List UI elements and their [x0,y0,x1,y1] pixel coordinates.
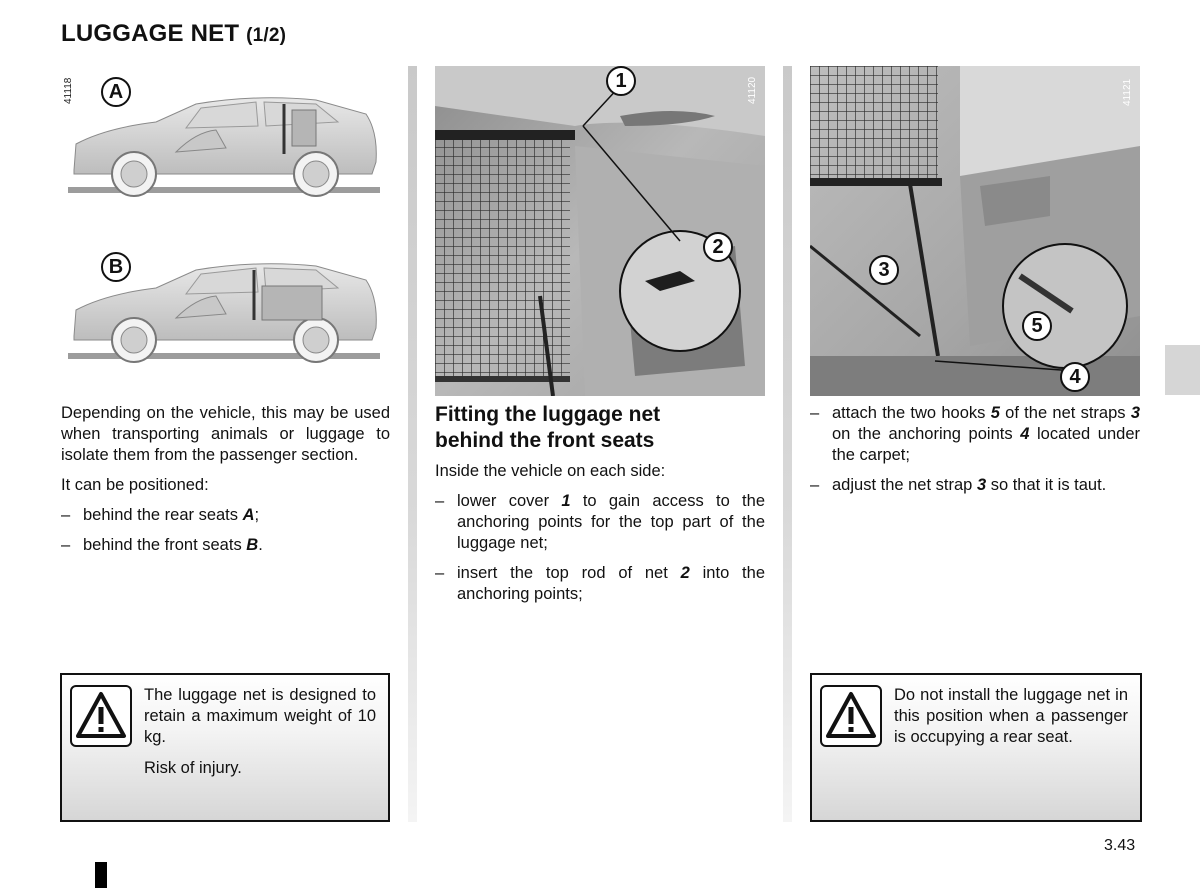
dash: – [435,492,445,510]
list-item-text: so that it is taut. [986,476,1107,494]
list-item-end: ; [254,506,260,524]
callout-1: 1 [606,66,636,96]
list-item-text: to gain access to the anchoring points for the top part of the luggage net; [457,492,765,552]
list-item-text: lower cover [457,492,562,510]
reference-number: 1 [561,492,571,510]
callout-3: 3 [869,255,899,285]
callout-2: 2 [703,232,733,262]
position-label-a: A [101,77,131,107]
positioned-paragraph: It can be positioned: [61,476,209,494]
warning-text [144,685,376,789]
list-item [61,505,390,526]
page-part: (1/2) [246,25,287,46]
dash: – [61,506,71,524]
section-heading-line: Fitting the luggage net [435,403,661,426]
dash: – [61,536,71,554]
list-item-text: on the anchoring points [832,425,1021,443]
reference-number: 4 [1020,425,1030,443]
intro-paragraph: Inside the vehicle on each side: [435,462,666,480]
list-item [435,491,765,554]
list-item-text: insert the top rod of net [457,564,681,582]
list-item-text: behind the front seats [83,536,247,554]
net-photo-drawing [435,66,765,396]
callout-4: 4 [1060,362,1090,392]
page-title [61,20,286,48]
column-1-text [61,403,390,565]
list-item [435,563,765,605]
list-item-text: adjust the net strap [832,476,977,494]
column-divider [408,66,417,822]
list-item-end: . [258,536,263,554]
column-divider [783,66,792,822]
photo-net-floor-anchor [810,66,1140,396]
warning-icon [70,685,132,747]
list-item [61,535,390,556]
reference-number: 3 [976,476,987,494]
column-3-text [810,403,1140,505]
dash: – [435,564,445,582]
callout-5: 5 [1022,311,1052,341]
page-title-text: LUGGAGE NET [61,20,240,47]
reference-letter: A [242,506,255,524]
figure-id: 41121 [1122,78,1133,106]
car-illustration-b [66,258,382,366]
page-number: 3.43 [1104,837,1136,854]
warning-box [60,673,390,822]
dash: – [810,476,820,494]
section-heading [435,402,765,454]
anchor-photo-drawing [810,66,1140,396]
corner-mark [95,862,107,888]
photo-net-top-mount [435,66,765,396]
warning-line: The luggage net is designed to retain a maximum weight of 10 kg. [144,686,376,746]
warning-box [810,673,1142,822]
dash: – [810,404,820,422]
figure-id: 41118 [63,77,74,104]
warning-icon [820,685,882,747]
intro-paragraph: Depending on the vehicle, this may be used when transporting animals or luggage to isolate them from the passenger section. [61,404,390,464]
column-2-text [435,461,765,614]
list-item [810,475,1140,496]
warning-line: Do not install the luggage net in this position when a passenger is occupying a rear seat. [894,686,1128,746]
list-item-text: of the net straps [999,404,1131,422]
reference-number: 2 [680,564,690,582]
reference-number: 5 [990,404,1000,422]
section-heading-line: behind the front seats [435,429,655,452]
reference-number: 3 [1130,404,1140,422]
car-illustration-a [66,92,382,200]
section-tab [1165,345,1200,395]
position-label-b: B [101,252,131,282]
list-item-text: attach the two hooks [832,404,991,422]
list-item-text: into the anchoring points; [457,564,765,603]
figure-id: 41120 [747,76,758,104]
reference-letter: B [246,536,259,554]
list-item [810,403,1140,466]
warning-line: Risk of injury. [144,759,242,777]
list-item-text: behind the rear seats [83,506,243,524]
warning-text [894,685,1128,758]
list-item-text: located under the carpet; [832,425,1140,464]
